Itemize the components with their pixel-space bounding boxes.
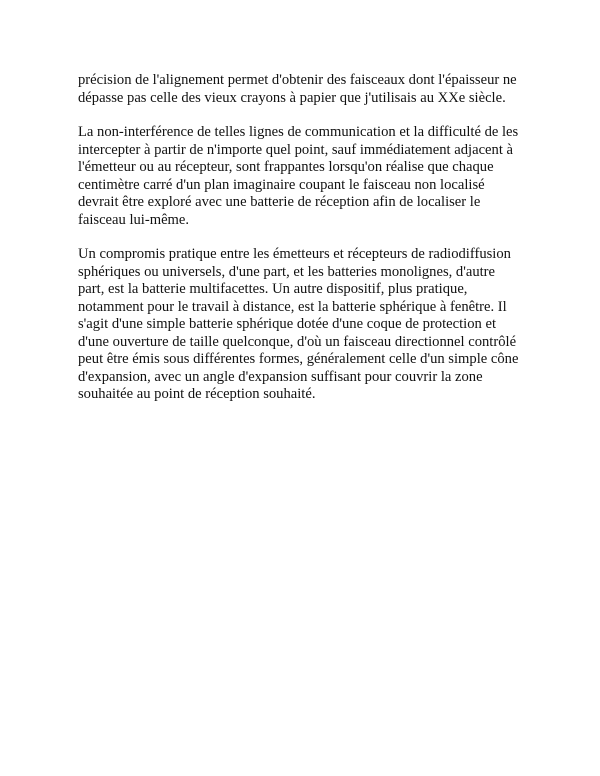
text-line: La non-interférence de telles lignes de communication et la difficulté de les (78, 124, 519, 140)
text-line: peut être émis sous différentes formes, généralement celle d'un simple cône (78, 351, 519, 367)
text-line: Un compromis pratique entre les émetteurs et récepteurs de radiodiffusion (78, 246, 511, 262)
text-line: s'agit d'une simple batterie sphérique dotée d'une coque de protection et (78, 316, 496, 332)
text-line: notamment pour le travail à distance, est la batterie sphérique à fenêtre. Il (78, 298, 507, 315)
text-line: sphériques ou universels, d'une part, et les batteries monolignes, d'autre (78, 263, 496, 280)
text-line: d'une ouverture de taille quelconque, d'où un faisceau directionnel contrôlé (78, 333, 517, 350)
paragraph-3 (78, 246, 528, 404)
text-line: dépasse pas celle des vieux crayons à papier que j'utilisais au XXe siècle. (78, 89, 506, 106)
text-line: précision de l'alignement permet d'obtenir des faisceaux dont l'épaisseur ne (78, 72, 517, 88)
paragraph-2 (78, 124, 528, 229)
text-line: souhaitée au point de réception souhaité. (78, 386, 316, 402)
text-line: l'émetteur ou au récepteur, sont frappantes lorsqu'on réalise que chaque (78, 159, 494, 175)
text-line: intercepter à partir de n'importe quel point, sauf immédiatement adjacent à (78, 141, 513, 158)
text-line: centimètre carré d'un plan imaginaire coupant le faisceau non localisé (78, 176, 485, 193)
paragraph-1 (78, 72, 528, 107)
text-line: d'expansion, avec un angle d'expansion suffisant pour couvrir la zone (78, 368, 483, 385)
text-line: faisceau lui-même. (78, 211, 190, 228)
text-line: devrait être exploré avec une batterie de réception afin de localiser le (78, 194, 481, 210)
text-line: part, est la batterie multifacettes. Un autre dispositif, plus pratique, (78, 281, 468, 297)
document-body (78, 72, 528, 421)
